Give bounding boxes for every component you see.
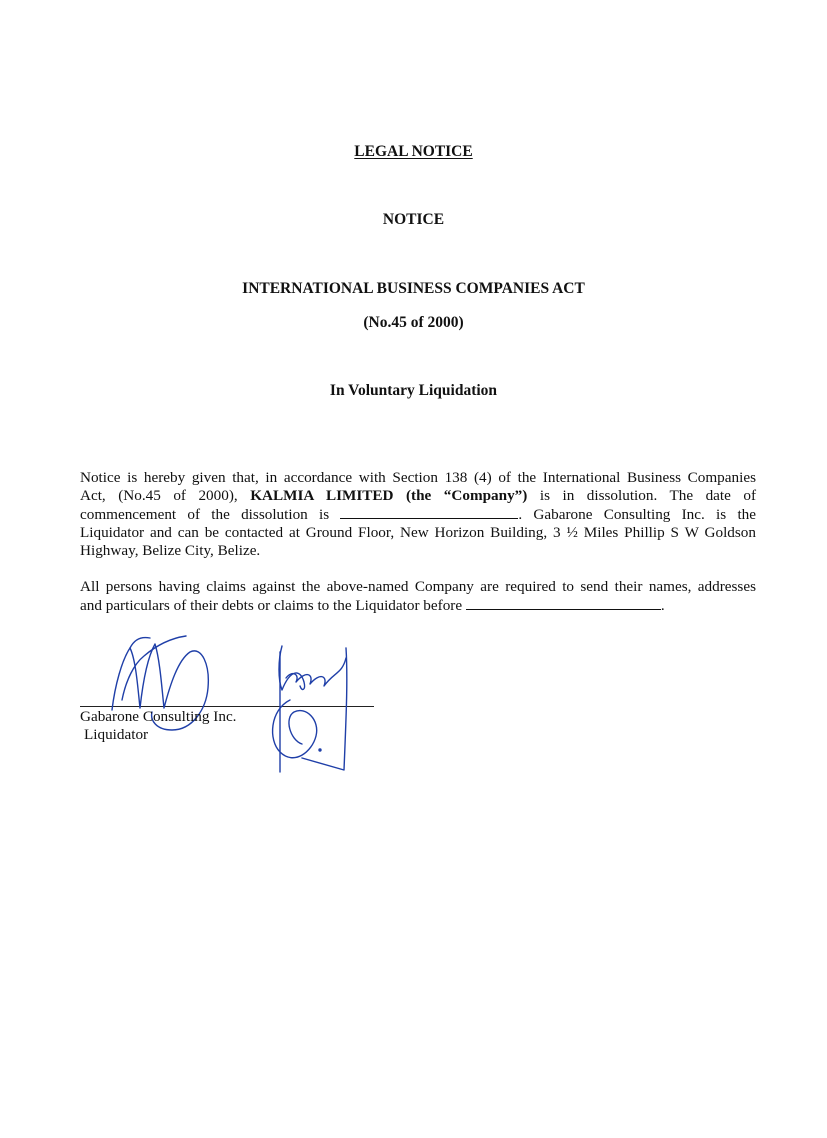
liquidator-name: Gabarone Consulting Inc.	[80, 708, 237, 725]
document-title: LEGAL NOTICE	[354, 143, 473, 160]
notice-subtitle: NOTICE	[382, 211, 445, 228]
dissolution-date-blank	[340, 505, 518, 519]
paragraph-text: . Gabarone Consulting Inc. is the	[518, 506, 756, 523]
liquidator-role: Liquidator	[84, 726, 149, 743]
paragraph-text: is in dissolution. The date of	[539, 487, 757, 504]
paragraph-text: Act, (No.45 of 2000),	[80, 487, 238, 504]
act-number: (No.45 of 2000)	[363, 314, 464, 331]
signature-scribble-right	[250, 640, 360, 780]
paragraph-line: Notice is hereby given that, in accordance with Section 138 (4) of the International Business Companies	[80, 469, 756, 486]
paragraph-line	[80, 505, 756, 524]
claims-deadline-blank	[466, 596, 661, 610]
company-name: KALMIA LIMITED (the “Company”)	[250, 487, 528, 504]
paragraph-text: .	[660, 597, 665, 614]
paragraph-text: and particulars of their debts or claims to the Liquidator before	[80, 597, 463, 614]
paragraph-line: Liquidator and can be contacted at Ground Floor, New Horizon Building, 3 ½ Miles Phillip S W Goldson	[80, 524, 756, 541]
notice-paragraph	[80, 469, 756, 560]
act-title: INTERNATIONAL BUSINESS COMPANIES ACT	[242, 280, 585, 297]
paragraph-line: All persons having claims against the above-named Company are required to send their names, addresses	[80, 578, 756, 595]
paragraph-line: Highway, Belize City, Belize.	[80, 542, 261, 559]
paragraph-line	[80, 596, 756, 615]
claims-paragraph	[80, 578, 756, 615]
paragraph-text: commencement of the dissolution is	[80, 506, 330, 523]
liquidation-status: In Voluntary Liquidation	[329, 382, 498, 399]
paragraph-line	[80, 487, 756, 505]
